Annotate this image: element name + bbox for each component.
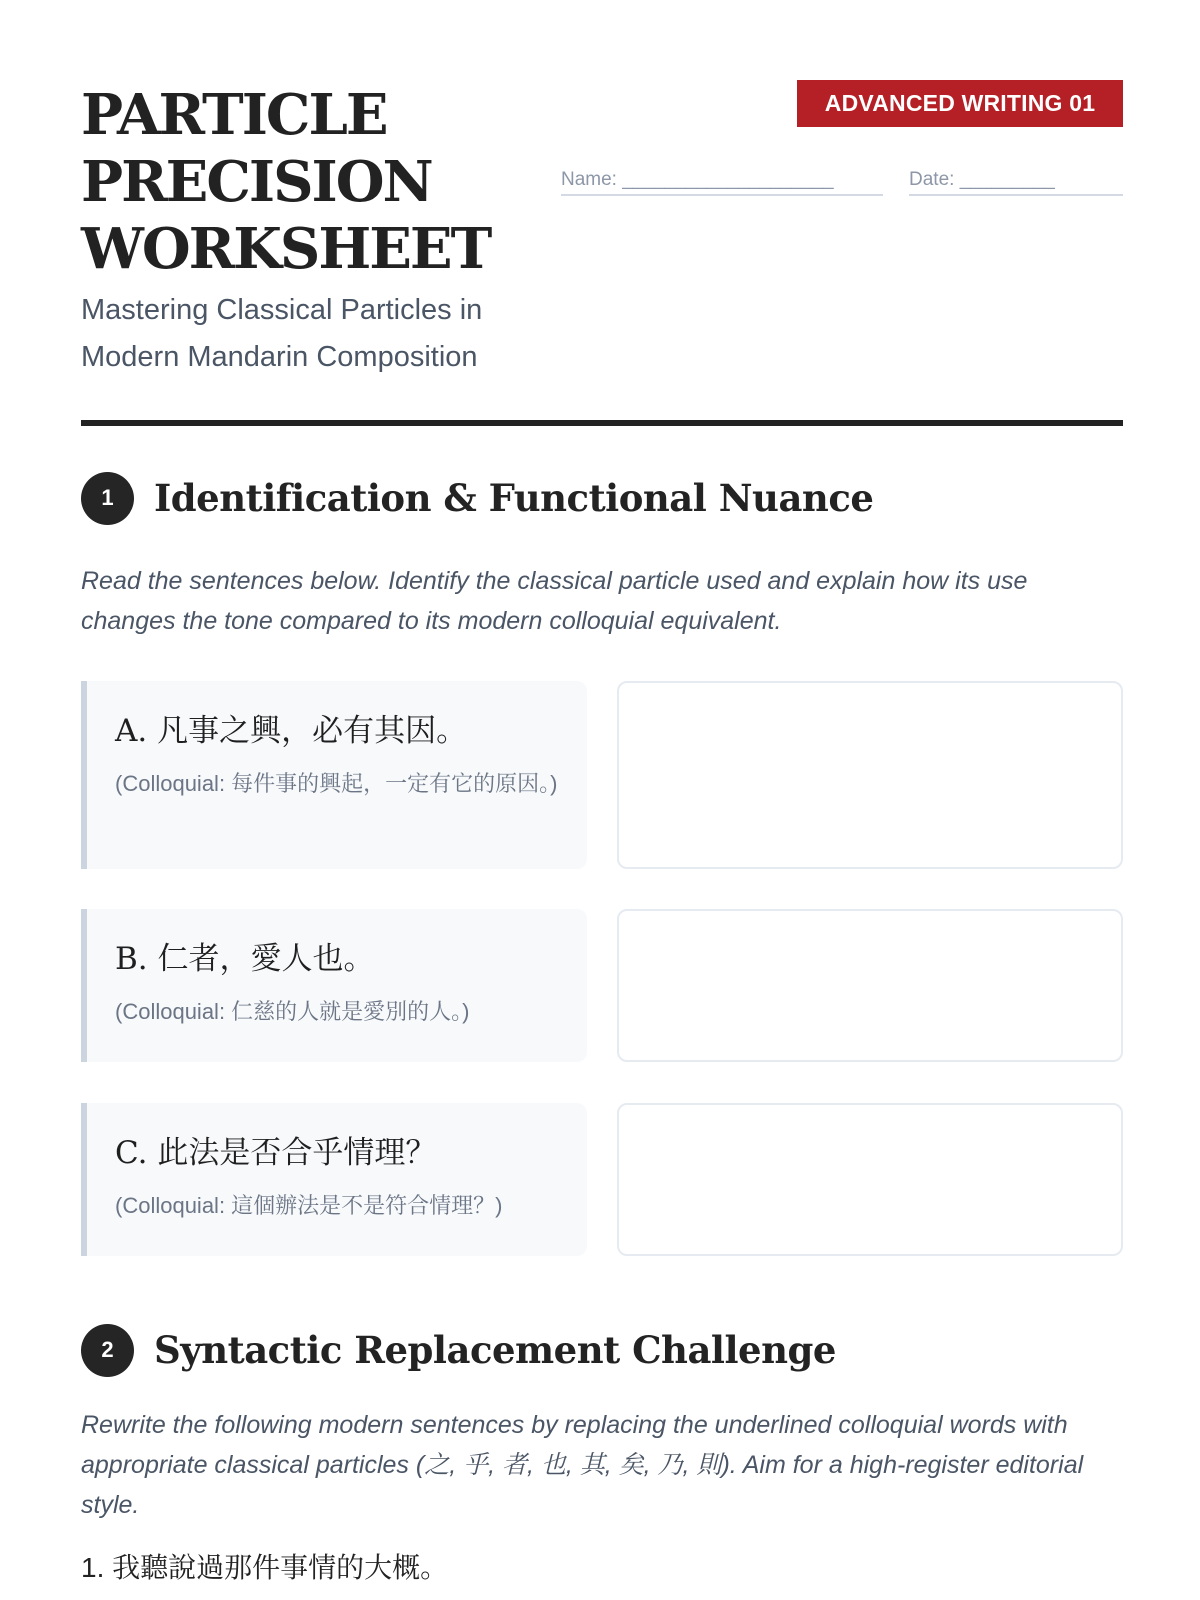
date-field[interactable]: Date: _________ [909, 162, 1123, 196]
classical-sentence: C. 此法是否合乎情理？ [115, 1135, 437, 1171]
title-line: PRECISION [81, 149, 432, 215]
classical-sentence: B. 仁者，愛人也。 [115, 941, 375, 977]
classical-sentence: A. 凡事之興，必有其因。 [115, 713, 468, 749]
sentence-card [81, 1103, 587, 1256]
sentence-card [81, 909, 587, 1062]
worksheet-header [81, 0, 1123, 428]
section-1-instructions: Read the sentences below. Identify the classical particle used and explain how its use changes the tone compared to its modern colloquial equivalent. [81, 567, 1028, 635]
colloquial-translation: (Colloquial: 每件事的興起，一定有它的原因。) [115, 771, 558, 796]
subtitle-line: Modern Mandarin Composition [81, 341, 478, 373]
level-badge: ADVANCED WRITING 01 [797, 80, 1123, 127]
header-divider [81, 420, 1123, 426]
worksheet-title [81, 82, 551, 283]
subtitle-line: Mastering Classical Particles in [81, 294, 483, 326]
section-2-instructions: Rewrite the following modern sentences by replacing the underlined colloquial words with appropriate classical particles (之, 乎, 者, 也, 其, 矣, 乃, 則). Aim for a high-register editorial style. [81, 1411, 1084, 1519]
identification-item [81, 909, 1123, 1062]
worksheet-page [81, 0, 1123, 1600]
title-line: PARTICLE [81, 82, 387, 148]
section-1-heading [81, 468, 873, 528]
identification-item [81, 1103, 1123, 1256]
identification-item [81, 681, 1123, 869]
answer-box[interactable] [617, 1103, 1123, 1256]
name-field[interactable]: Name: ____________________ [561, 162, 883, 196]
rewrite-exercise: 1. 我聽說過那件事情的大概。 [81, 1552, 449, 1583]
colloquial-translation: (Colloquial: 仁慈的人就是愛別的人。) [115, 999, 470, 1024]
section-title: Syntactic Replacement Challenge [154, 1328, 836, 1372]
answer-box[interactable] [617, 909, 1123, 1062]
colloquial-translation: (Colloquial: 這個辦法是不是符合情理？) [115, 1193, 503, 1218]
answer-box[interactable] [617, 681, 1123, 869]
sentence-card [81, 681, 587, 869]
section-2-heading [81, 1320, 836, 1380]
title-line: WORKSHEET [81, 216, 491, 282]
worksheet-subtitle [81, 287, 551, 381]
section-number-badge: 2 [81, 1324, 134, 1377]
section-title: Identification & Functional Nuance [154, 476, 874, 520]
section-number-badge: 1 [81, 472, 134, 525]
